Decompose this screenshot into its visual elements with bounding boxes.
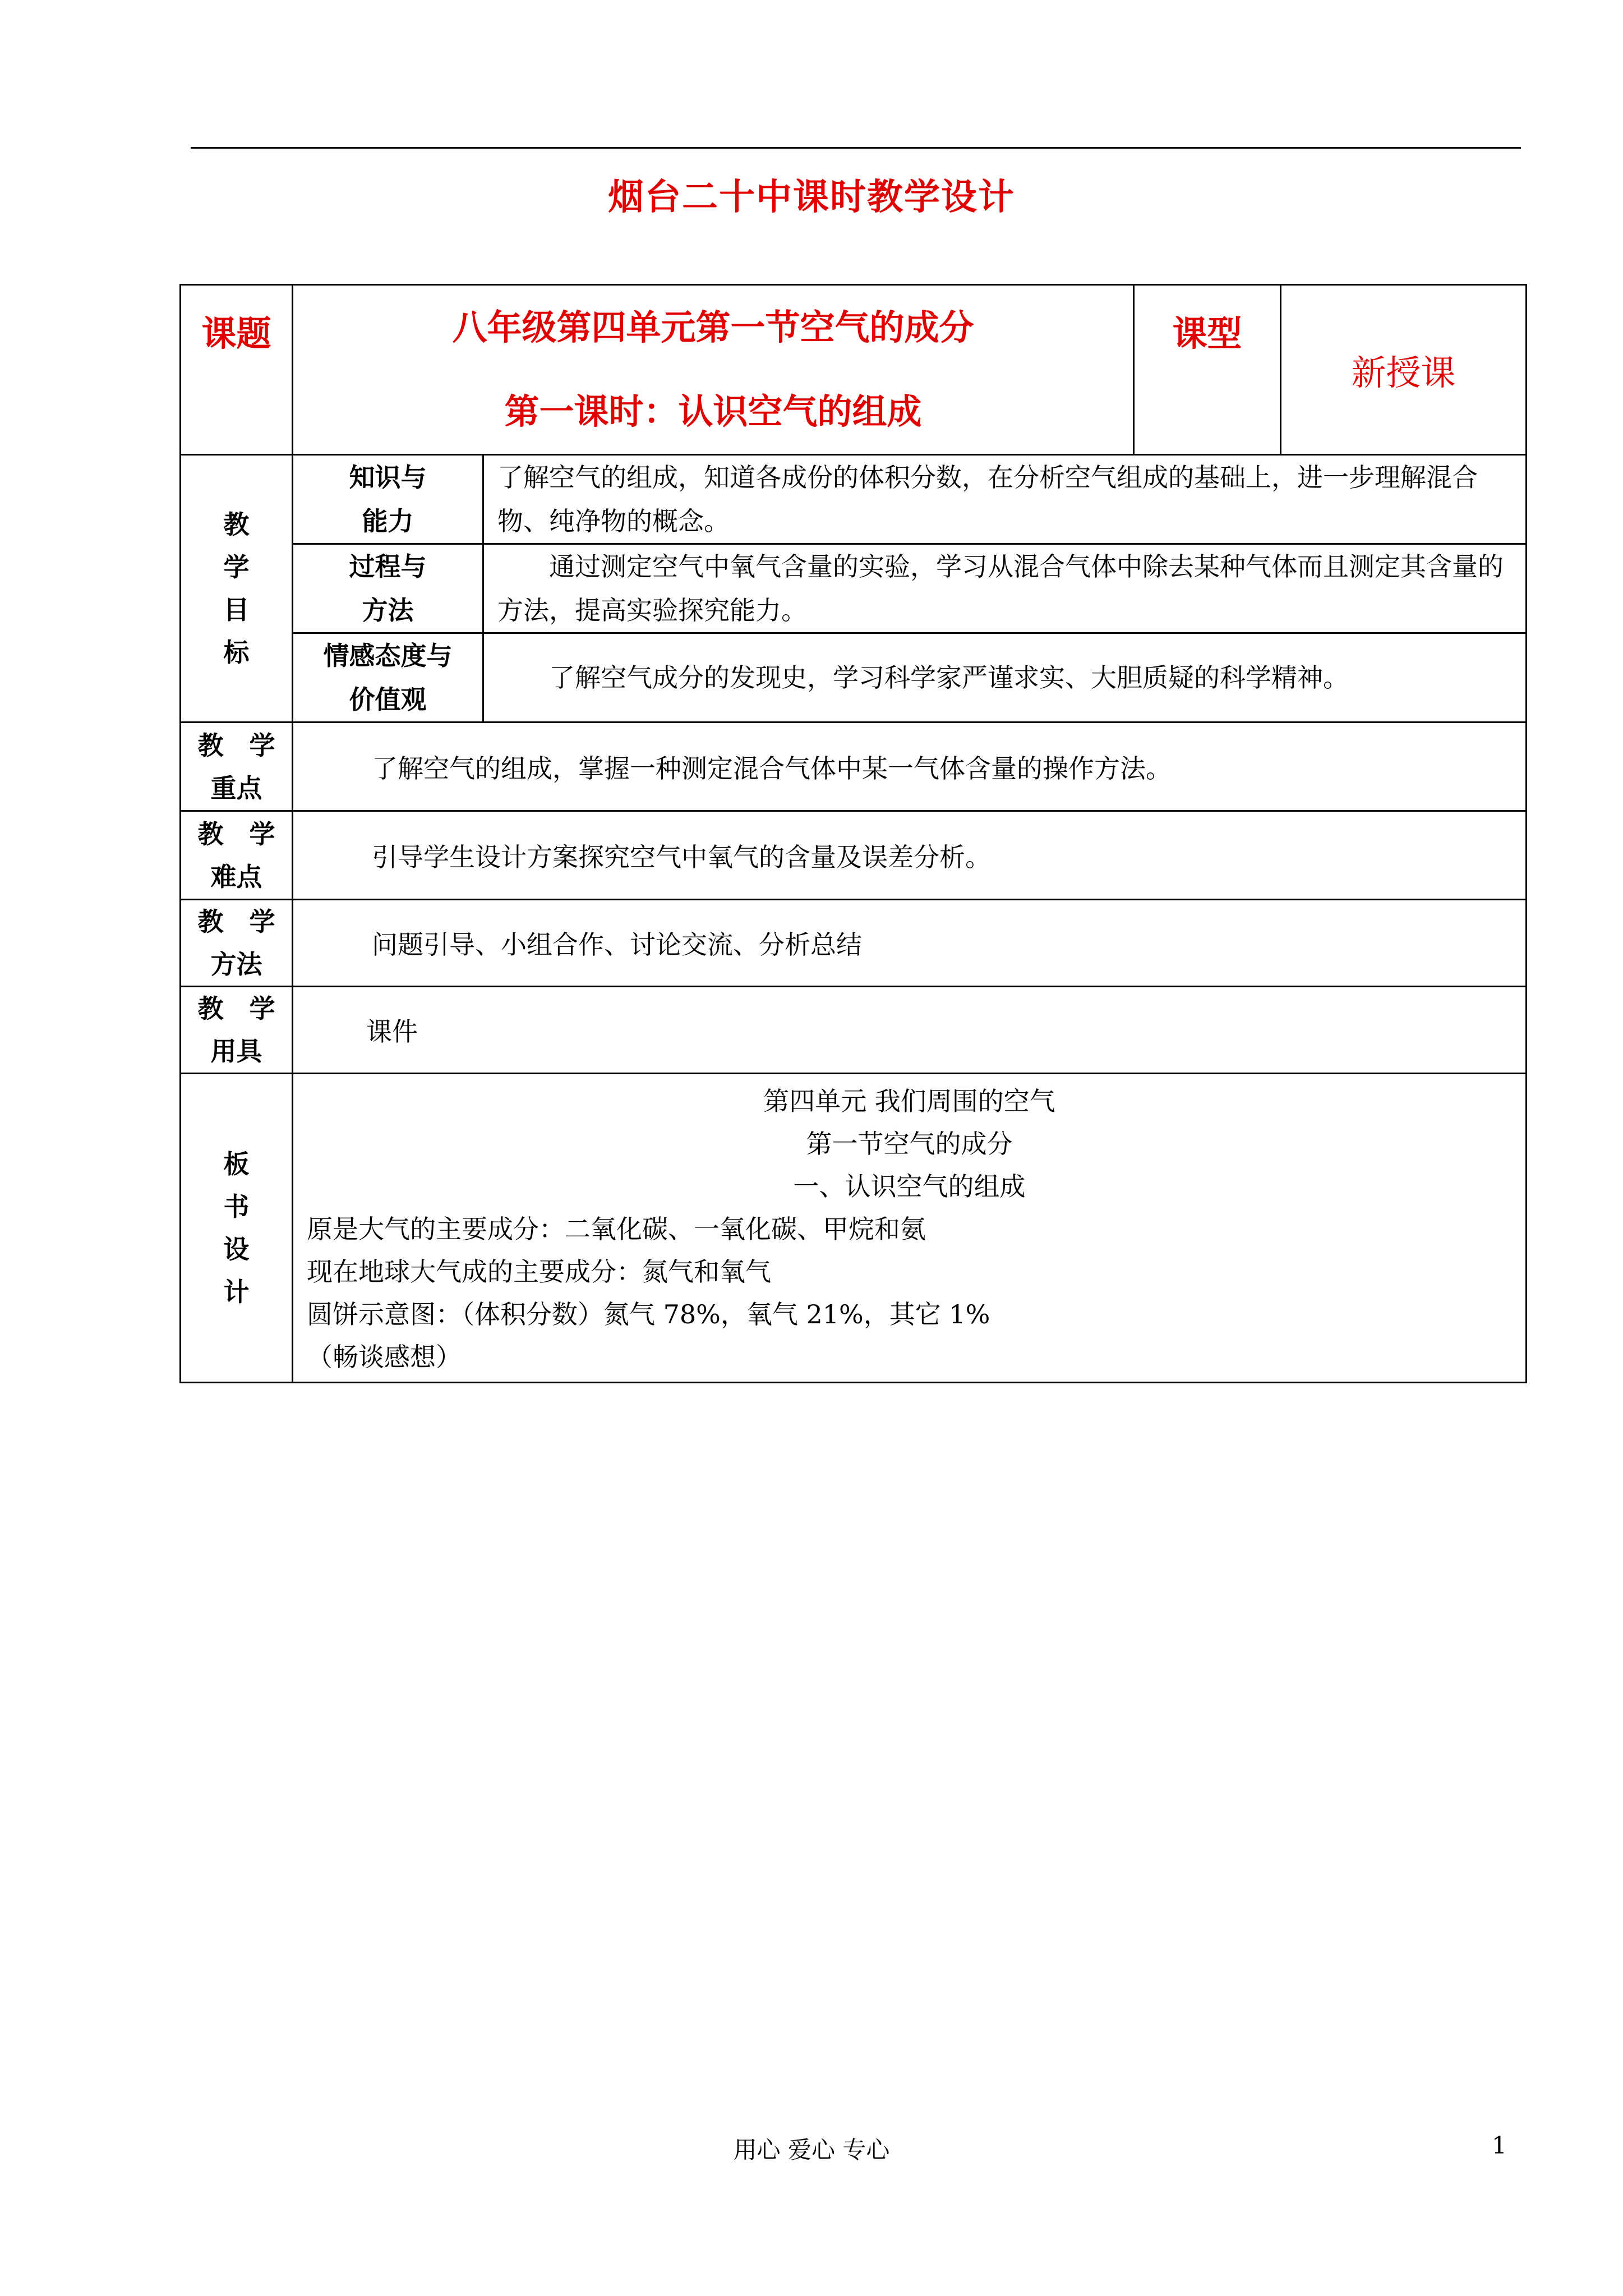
topic-cell — [293, 285, 1134, 455]
topic-line-1: 八年级第四单元第一节空气的成分 — [452, 307, 974, 348]
board-line: 现在地球大气成的主要成分：氮气和氧气 — [307, 1257, 771, 1287]
row-label-line: 难点 — [210, 861, 262, 892]
difficulties-label — [181, 811, 293, 900]
tools-label — [181, 987, 293, 1074]
objective-label-line: 情感态度与 — [323, 641, 453, 671]
board-label-char: 设 — [223, 1234, 250, 1264]
topic-line-2: 第一课时：认识空气的组成 — [504, 391, 922, 432]
objective-label-line: 能力 — [362, 506, 414, 536]
objective-label-line: 过程与 — [349, 551, 427, 582]
row-label-line: 教 学 — [197, 993, 275, 1024]
objective-text-knowledge: 了解空气的组成，知道各成份的体积分数，在分析空气组成的基础上，进一步理解混合物、纯净物的概念。 — [483, 455, 1527, 544]
lesson-type-value: 新授课 — [1281, 285, 1527, 455]
footer-motto: 用心 爱心 专心 — [733, 2136, 890, 2164]
objective-label-knowledge — [293, 455, 483, 544]
objectives-label-char: 目 — [223, 595, 250, 625]
header-rule — [191, 147, 1521, 149]
board-line: 原是大气的主要成分：二氧化碳、一氧化碳、甲烷和氨 — [307, 1214, 926, 1244]
objective-text-attitude: 了解空气成分的发现史，学习科学家严谨求实、大胆质疑的科学精神。 — [483, 633, 1527, 723]
board-design-row — [181, 1074, 1527, 1383]
methods-label — [181, 900, 293, 987]
topic-row — [181, 285, 1527, 455]
board-line: （畅谈感想） — [307, 1342, 462, 1372]
objective-label-line: 价值观 — [349, 684, 427, 715]
board-line: 圆饼示意图：（体积分数）氮气 78%，氧气 21%，其它 1% — [307, 1299, 990, 1329]
board-line: 一、认识空气的组成 — [793, 1171, 1026, 1202]
board-label-char: 书 — [223, 1191, 250, 1222]
board-label-char: 板 — [223, 1149, 250, 1179]
board-line: 第四单元 我们周围的空气 — [763, 1086, 1055, 1116]
row-label-line: 用具 — [210, 1036, 262, 1066]
tools-row — [181, 987, 1527, 1074]
objective-label-process — [293, 544, 483, 633]
objectives-label — [181, 455, 293, 723]
topic-label: 课题 — [181, 285, 293, 455]
lesson-plan-table — [179, 284, 1527, 1383]
objective-row-knowledge — [181, 455, 1527, 544]
objective-row-process — [181, 544, 1527, 633]
objective-text-process: 通过测定空气中氧气含量的实验，学习从混合气体中除去某种气体而且测定其含量的方法，提高实验探究能力。 — [483, 544, 1527, 633]
board-line: 第一节空气的成分 — [806, 1129, 1013, 1159]
objective-label-attitude — [293, 633, 483, 723]
difficulties-row — [181, 811, 1527, 900]
lesson-type-label: 课型 — [1134, 285, 1281, 455]
methods-text: 问题引导、小组合作、讨论交流、分析总结 — [293, 900, 1527, 987]
key-points-row — [181, 723, 1527, 811]
tools-text: 课件 — [293, 987, 1527, 1074]
methods-row — [181, 900, 1527, 987]
page-number: 1 — [1492, 2132, 1507, 2159]
key-points-text: 了解空气的组成，掌握一种测定混合气体中某一气体含量的操作方法。 — [293, 723, 1527, 811]
row-label-line: 教 学 — [197, 730, 275, 761]
document-title: 烟台二十中课时教学设计 — [608, 177, 1015, 218]
objective-label-line: 知识与 — [349, 462, 427, 493]
objectives-label-char: 教 — [223, 509, 250, 540]
board-label-char: 计 — [223, 1277, 250, 1307]
row-label-line: 教 学 — [197, 907, 275, 937]
row-label-line: 重点 — [210, 772, 262, 803]
key-points-label — [181, 723, 293, 811]
objectives-label-char: 学 — [223, 552, 250, 582]
difficulties-text: 引导学生设计方案探究空气中氧气的含量及误差分析。 — [293, 811, 1527, 900]
board-design-label — [181, 1074, 293, 1383]
board-design-content — [293, 1074, 1527, 1383]
objective-row-attitude — [181, 633, 1527, 723]
objectives-label-char: 标 — [223, 637, 250, 668]
objective-label-line: 方法 — [362, 595, 414, 625]
row-label-line: 方法 — [210, 949, 262, 979]
row-label-line: 教 学 — [197, 818, 275, 849]
